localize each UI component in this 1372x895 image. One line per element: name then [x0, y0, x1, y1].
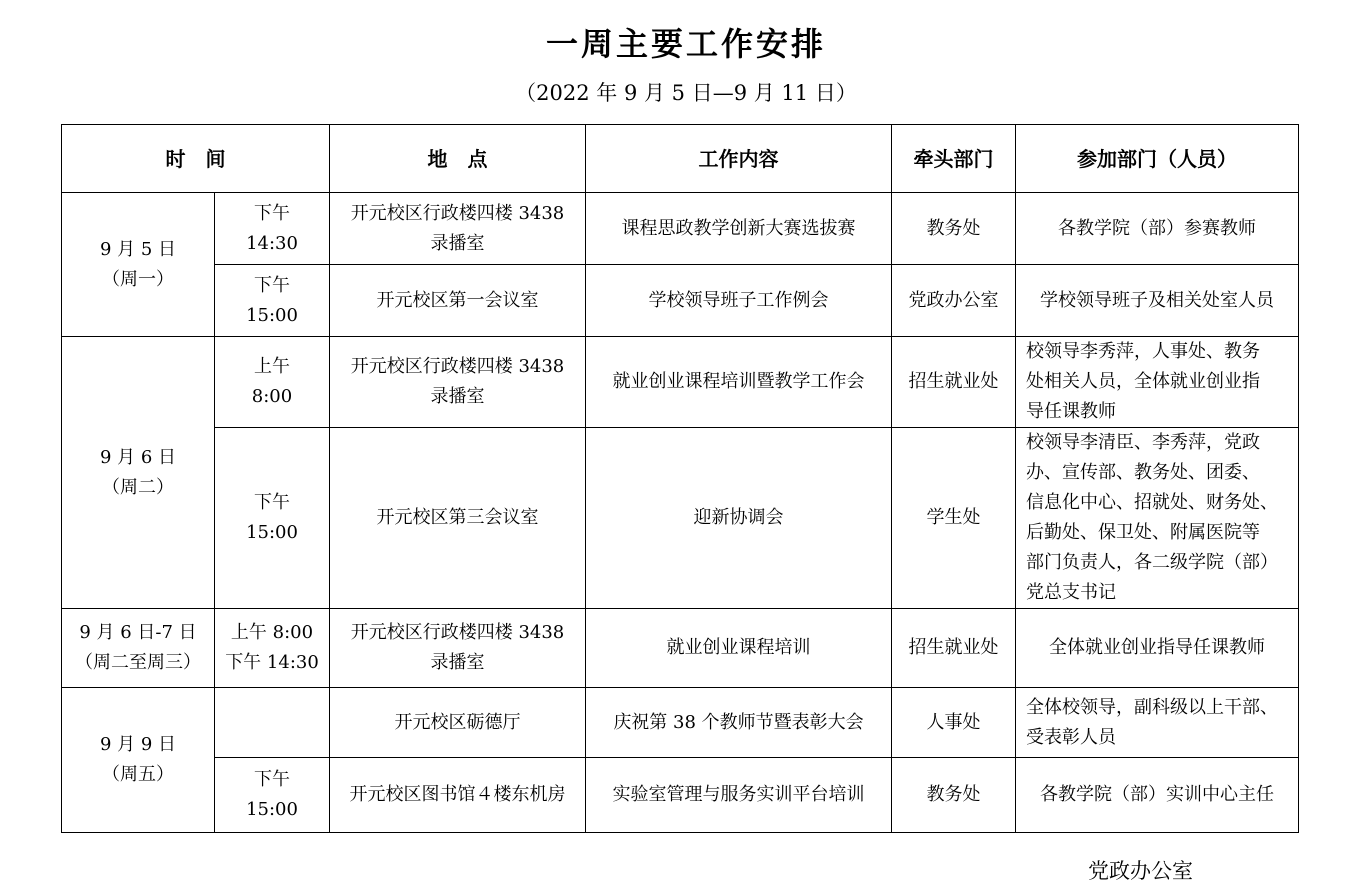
location-cell: 开元校区行政楼四楼 3438 录播室 [330, 609, 586, 688]
attendees-cell: 各教学院（部）参赛教师 [1016, 193, 1299, 265]
content-cell: 就业创业课程培训暨教学工作会 [586, 337, 892, 428]
time-cell: 下午 15:00 [215, 265, 330, 337]
schedule-table [61, 124, 1299, 833]
day-date: 9 月 6 日-7 日 [79, 622, 197, 643]
lead-dept-cell: 党政办公室 [892, 265, 1016, 337]
header-location: 地 点 [330, 125, 586, 193]
day-weekday: （周一） [102, 268, 174, 290]
location-cell: 开元校区第三会议室 [330, 428, 586, 609]
time-cell: 下午 15:00 [215, 428, 330, 609]
location-cell: 开元校区第一会议室 [330, 265, 586, 337]
attendees-cell: 校领导李秀萍，人事处、教务 处相关人员，全体就业创业指 导任课教师 [1016, 337, 1299, 428]
page-title: 一周主要工作安排 [545, 25, 826, 63]
time-cell [215, 688, 330, 758]
day-weekday: （周五） [102, 764, 174, 785]
location-cell: 开元校区行政楼四楼 3438 录播室 [330, 337, 586, 428]
content-cell: 实验室管理与服务实训平台培训 [586, 758, 892, 833]
table-row [62, 758, 1299, 833]
day-date: 9 月 5 日 [99, 238, 177, 260]
table-row [62, 265, 1299, 337]
lead-dept-cell: 招生就业处 [892, 337, 1016, 428]
time-cell: 下午 14:30 [215, 193, 330, 265]
time-cell: 上午 8:00 下午 14:30 [215, 609, 330, 688]
lead-dept-cell: 教务处 [892, 193, 1016, 265]
location-cell: 开元校区图书馆４楼东机房 [330, 758, 586, 833]
day-weekday: （周二） [102, 476, 174, 498]
table-row [62, 688, 1299, 758]
day-date: 9 月 6 日 [99, 446, 177, 468]
lead-dept-cell: 招生就业处 [892, 609, 1016, 688]
attendees-cell: 各教学院（部）实训中心主任 [1016, 758, 1299, 833]
attendees-cell: 学校领导班子及相关处室人员 [1016, 265, 1299, 337]
table-row [62, 193, 1299, 265]
lead-dept-cell: 教务处 [892, 758, 1016, 833]
content-cell: 就业创业课程培训 [586, 609, 892, 688]
day-cell [62, 193, 215, 337]
day-weekday: （周二至周三） [75, 652, 201, 673]
lead-dept-cell: 人事处 [892, 688, 1016, 758]
table-row [62, 337, 1299, 428]
attendees-cell: 全体校领导，副科级以上干部、 受表彰人员 [1016, 688, 1299, 758]
content-cell: 课程思政教学创新大赛选拔赛 [586, 193, 892, 265]
lead-dept-cell: 学生处 [892, 428, 1016, 609]
header-lead-dept: 牵头部门 [892, 125, 1016, 193]
header-time: 时 间 [62, 125, 330, 193]
day-cell [62, 609, 215, 688]
issuer-signature: 党政办公室 [1088, 859, 1193, 883]
header-attendees: 参加部门（人员） [1016, 125, 1299, 193]
attendees-cell: 校领导李清臣、李秀萍，党政 办、宣传部、教务处、团委、 信息化中心、招就处、财务处、 后勤处、保卫处、附属医院等 部门负责人，各二级学院（部） 党总支书记 [1016, 428, 1299, 609]
location-cell: 开元校区行政楼四楼 3438 录播室 [330, 193, 586, 265]
location-cell: 开元校区砺德厅 [330, 688, 586, 758]
day-cell [62, 688, 215, 833]
header-row [62, 125, 1299, 193]
day-date: 9 月 9 日 [99, 734, 177, 755]
date-range-subtitle: （2022 年 9 月 5 日—9 月 11 日） [515, 81, 857, 105]
time-cell: 上午 8:00 [215, 337, 330, 428]
content-cell: 庆祝第 38 个教师节暨表彰大会 [586, 688, 892, 758]
day-cell [62, 337, 215, 609]
table-row [62, 428, 1299, 609]
table-row [62, 609, 1299, 688]
content-cell: 迎新协调会 [586, 428, 892, 609]
time-cell: 下午 15:00 [215, 758, 330, 833]
attendees-cell: 全体就业创业指导任课教师 [1016, 609, 1299, 688]
content-cell: 学校领导班子工作例会 [586, 265, 892, 337]
header-content: 工作内容 [586, 125, 892, 193]
